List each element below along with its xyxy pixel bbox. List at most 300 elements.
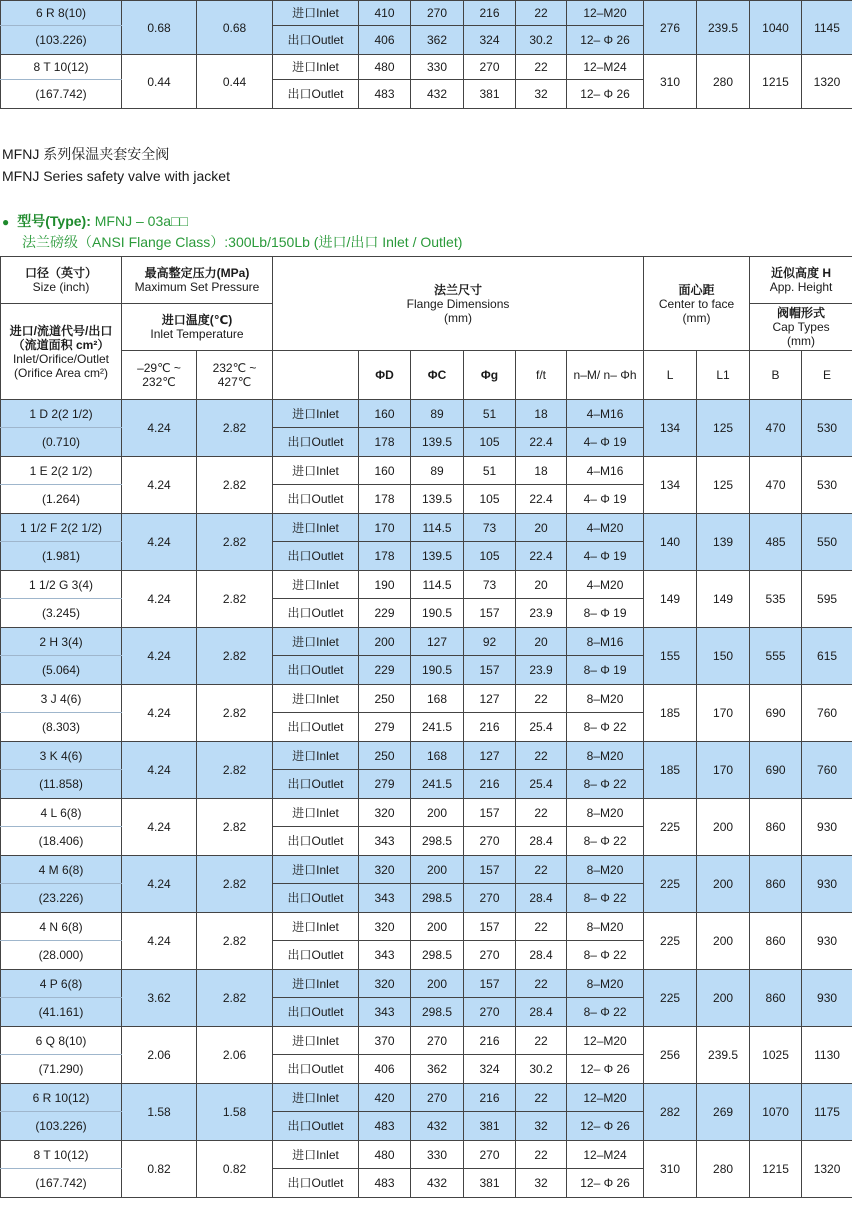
area-cell: (167.742) xyxy=(1,1169,122,1198)
outlet-value: 381 xyxy=(464,80,516,109)
outlet-value: 483 xyxy=(359,80,411,109)
center-to-face-L: 134 xyxy=(644,457,697,514)
height-E: 1320 xyxy=(802,55,852,109)
table-row xyxy=(1,457,852,485)
outlet-label: 出口Outlet xyxy=(273,827,359,856)
outlet-label: 出口Outlet xyxy=(273,1112,359,1141)
size-cell: 6 R 10(12) xyxy=(1,1084,122,1112)
center-to-face-L1: 269 xyxy=(697,1084,750,1141)
inlet-value: 216 xyxy=(464,1,516,26)
table-row xyxy=(1,400,852,428)
inlet-value: 114.5 xyxy=(411,514,464,542)
outlet-label: 出口Outlet xyxy=(273,485,359,514)
inlet-value: 12–M20 xyxy=(567,1027,644,1055)
height-E: 930 xyxy=(802,970,852,1027)
size-cell: 4 N 6(8) xyxy=(1,913,122,941)
height-E: 530 xyxy=(802,400,852,457)
outlet-value: 270 xyxy=(464,884,516,913)
outlet-value: 8– Φ 22 xyxy=(567,770,644,799)
height-B: 470 xyxy=(750,400,802,457)
pressure-high-cell: 2.82 xyxy=(197,628,273,685)
height-E: 595 xyxy=(802,571,852,628)
pressure-low-cell: 4.24 xyxy=(122,628,197,685)
outlet-label: 出口Outlet xyxy=(273,656,359,685)
pressure-low-cell: 4.24 xyxy=(122,457,197,514)
area-cell: (11.858) xyxy=(1,770,122,799)
height-B: 860 xyxy=(750,856,802,913)
inlet-value: 127 xyxy=(411,628,464,656)
header-size: 口径（英寸） Size (inch) xyxy=(1,257,122,304)
outlet-value: 178 xyxy=(359,542,411,571)
header-temp2: 232℃ ~ 427℃ xyxy=(197,351,273,400)
outlet-value: 28.4 xyxy=(516,998,567,1027)
inlet-value: 8–M20 xyxy=(567,742,644,770)
inlet-value: 4–M16 xyxy=(567,400,644,428)
table-row xyxy=(1,1,852,26)
outlet-value: 406 xyxy=(359,26,411,55)
inlet-value: 200 xyxy=(359,628,411,656)
center-to-face-L: 185 xyxy=(644,685,697,742)
table-row xyxy=(1,571,852,599)
pressure-low-cell: 0.82 xyxy=(122,1141,197,1198)
height-B: 860 xyxy=(750,970,802,1027)
inlet-label: 进口Inlet xyxy=(273,628,359,656)
inlet-label: 进口Inlet xyxy=(273,55,359,80)
pressure-high-cell: 1.58 xyxy=(197,1084,273,1141)
center-to-face-L: 276 xyxy=(644,1,697,55)
height-E: 1320 xyxy=(802,1141,852,1198)
outlet-value: 30.2 xyxy=(516,26,567,55)
size-cell: 4 L 6(8) xyxy=(1,799,122,827)
inlet-value: 22 xyxy=(516,799,567,827)
inlet-value: 216 xyxy=(464,1084,516,1112)
inlet-value: 73 xyxy=(464,514,516,542)
center-to-face-L: 282 xyxy=(644,1084,697,1141)
outlet-value: 139.5 xyxy=(411,428,464,457)
inlet-value: 8–M20 xyxy=(567,913,644,941)
outlet-value: 32 xyxy=(516,1169,567,1198)
height-B: 535 xyxy=(750,571,802,628)
outlet-value: 178 xyxy=(359,428,411,457)
center-to-face-L1: 149 xyxy=(697,571,750,628)
inlet-value: 51 xyxy=(464,457,516,485)
center-to-face-L1: 280 xyxy=(697,55,750,109)
outlet-value: 22.4 xyxy=(516,542,567,571)
type-line xyxy=(2,211,188,231)
inlet-value: 270 xyxy=(411,1084,464,1112)
outlet-value: 229 xyxy=(359,656,411,685)
header-height: 近似高度 H App. Height xyxy=(750,257,852,304)
outlet-value: 298.5 xyxy=(411,827,464,856)
center-to-face-L1: 150 xyxy=(697,628,750,685)
inlet-value: 22 xyxy=(516,55,567,80)
outlet-value: 12– Φ 26 xyxy=(567,1055,644,1084)
pressure-high-cell: 2.06 xyxy=(197,1027,273,1084)
header-orifice: 进口/流道代号/出口（流道面积 cm²） Inlet/Orifice/Outlet (Orifice Area cm²) xyxy=(1,304,122,400)
table-row xyxy=(1,856,852,884)
height-B: 470 xyxy=(750,457,802,514)
center-to-face-L1: 280 xyxy=(697,1141,750,1198)
inlet-value: 22 xyxy=(516,1141,567,1169)
pressure-high-cell: 2.82 xyxy=(197,913,273,970)
table-row xyxy=(1,685,852,713)
header-col-E: E xyxy=(802,351,852,400)
outlet-value: 298.5 xyxy=(411,998,464,1027)
header-col-B: B xyxy=(750,351,802,400)
area-cell: (41.161) xyxy=(1,998,122,1027)
height-E: 1175 xyxy=(802,1084,852,1141)
pressure-low-cell: 3.62 xyxy=(122,970,197,1027)
height-E: 930 xyxy=(802,799,852,856)
header-pressure: 最高整定压力(MPa) Maximum Set Pressure xyxy=(122,257,273,304)
pressure-high-cell: 2.82 xyxy=(197,400,273,457)
center-to-face-L1: 239.5 xyxy=(697,1027,750,1084)
area-cell: (103.226) xyxy=(1,1112,122,1141)
inlet-value: 320 xyxy=(359,970,411,998)
inlet-value: 170 xyxy=(359,514,411,542)
outlet-value: 12– Φ 26 xyxy=(567,80,644,109)
pressure-high-cell: 2.82 xyxy=(197,571,273,628)
inlet-value: 160 xyxy=(359,457,411,485)
inlet-value: 22 xyxy=(516,742,567,770)
inlet-value: 480 xyxy=(359,55,411,80)
center-to-face-L1: 170 xyxy=(697,685,750,742)
header-temperature: 进口温度(℃) Inlet Temperature xyxy=(122,304,273,351)
outlet-value: 406 xyxy=(359,1055,411,1084)
outlet-value: 12– Φ 26 xyxy=(567,26,644,55)
outlet-value: 381 xyxy=(464,1169,516,1198)
inlet-value: 114.5 xyxy=(411,571,464,599)
inlet-value: 20 xyxy=(516,628,567,656)
inlet-label: 进口Inlet xyxy=(273,514,359,542)
inlet-value: 8–M20 xyxy=(567,856,644,884)
inlet-value: 8–M20 xyxy=(567,685,644,713)
inlet-value: 89 xyxy=(411,457,464,485)
inlet-label: 进口Inlet xyxy=(273,799,359,827)
outlet-value: 28.4 xyxy=(516,827,567,856)
outlet-label: 出口Outlet xyxy=(273,1055,359,1084)
pressure-low-cell: 4.24 xyxy=(122,685,197,742)
height-B: 860 xyxy=(750,799,802,856)
header-col-ft: f/t xyxy=(516,351,567,400)
center-to-face-L: 225 xyxy=(644,799,697,856)
outlet-value: 190.5 xyxy=(411,599,464,628)
size-cell: 1 1/2 G 3(4) xyxy=(1,571,122,599)
height-B: 555 xyxy=(750,628,802,685)
area-cell: (103.226) xyxy=(1,26,122,55)
inlet-value: 250 xyxy=(359,742,411,770)
outlet-value: 12– Φ 26 xyxy=(567,1112,644,1141)
inlet-label: 进口Inlet xyxy=(273,400,359,428)
inlet-value: 370 xyxy=(359,1027,411,1055)
inlet-value: 480 xyxy=(359,1141,411,1169)
table-row xyxy=(1,1084,852,1112)
type-value: MFNJ – 03a□□ xyxy=(94,213,188,229)
area-cell: (167.742) xyxy=(1,80,122,109)
table-row xyxy=(1,970,852,998)
inlet-label: 进口Inlet xyxy=(273,685,359,713)
inlet-value: 12–M20 xyxy=(567,1084,644,1112)
inlet-value: 168 xyxy=(411,742,464,770)
area-cell: (1.981) xyxy=(1,542,122,571)
table-row xyxy=(1,742,852,770)
inlet-value: 420 xyxy=(359,1084,411,1112)
inlet-value: 22 xyxy=(516,856,567,884)
header-flange: 法兰尺寸 Flange Dimensions (mm) xyxy=(273,257,644,351)
outlet-value: 22.4 xyxy=(516,485,567,514)
outlet-label: 出口Outlet xyxy=(273,428,359,457)
header-col-L1: L1 xyxy=(697,351,750,400)
header-col-g: Φg xyxy=(464,351,516,400)
size-cell: 6 R 8(10) xyxy=(1,1,122,26)
center-to-face-L1: 200 xyxy=(697,970,750,1027)
size-cell: 1 D 2(2 1/2) xyxy=(1,400,122,428)
inlet-value: 320 xyxy=(359,913,411,941)
outlet-value: 23.9 xyxy=(516,599,567,628)
inlet-value: 168 xyxy=(411,685,464,713)
outlet-value: 432 xyxy=(411,80,464,109)
inlet-value: 73 xyxy=(464,571,516,599)
outlet-label: 出口Outlet xyxy=(273,1169,359,1198)
table-row xyxy=(1,628,852,656)
height-E: 930 xyxy=(802,856,852,913)
inlet-value: 157 xyxy=(464,913,516,941)
pressure-high-cell: 2.82 xyxy=(197,742,273,799)
size-cell: 1 E 2(2 1/2) xyxy=(1,457,122,485)
center-to-face-L: 256 xyxy=(644,1027,697,1084)
inlet-value: 4–M16 xyxy=(567,457,644,485)
inlet-value: 12–M24 xyxy=(567,55,644,80)
inlet-label: 进口Inlet xyxy=(273,1,359,26)
inlet-value: 270 xyxy=(411,1027,464,1055)
outlet-value: 381 xyxy=(464,1112,516,1141)
outlet-value: 25.4 xyxy=(516,770,567,799)
outlet-label: 出口Outlet xyxy=(273,713,359,742)
inlet-value: 270 xyxy=(411,1,464,26)
bullet-icon: ● xyxy=(2,215,10,229)
outlet-value: 483 xyxy=(359,1112,411,1141)
inlet-label: 进口Inlet xyxy=(273,457,359,485)
pressure-low-cell: 4.24 xyxy=(122,856,197,913)
center-to-face-L1: 200 xyxy=(697,913,750,970)
height-B: 1070 xyxy=(750,1084,802,1141)
area-cell: (3.245) xyxy=(1,599,122,628)
pressure-high-cell: 0.44 xyxy=(197,55,273,109)
pressure-low-cell: 4.24 xyxy=(122,913,197,970)
outlet-value: 4– Φ 19 xyxy=(567,428,644,457)
pressure-low-cell: 4.24 xyxy=(122,400,197,457)
center-to-face-L: 310 xyxy=(644,1141,697,1198)
outlet-value: 343 xyxy=(359,941,411,970)
table-row xyxy=(1,913,852,941)
outlet-label: 出口Outlet xyxy=(273,998,359,1027)
outlet-value: 216 xyxy=(464,713,516,742)
inlet-label: 进口Inlet xyxy=(273,1141,359,1169)
outlet-value: 32 xyxy=(516,80,567,109)
height-B: 690 xyxy=(750,742,802,799)
outlet-value: 178 xyxy=(359,485,411,514)
pressure-high-cell: 2.82 xyxy=(197,514,273,571)
outlet-label: 出口Outlet xyxy=(273,599,359,628)
height-B: 1040 xyxy=(750,1,802,55)
section-title-en: MFNJ Series safety valve with jacket xyxy=(2,168,230,184)
inlet-value: 157 xyxy=(464,799,516,827)
pressure-low-cell: 2.06 xyxy=(122,1027,197,1084)
outlet-value: 105 xyxy=(464,485,516,514)
height-E: 760 xyxy=(802,742,852,799)
height-E: 550 xyxy=(802,514,852,571)
outlet-value: 28.4 xyxy=(516,884,567,913)
size-cell: 8 T 10(12) xyxy=(1,55,122,80)
size-cell: 4 M 6(8) xyxy=(1,856,122,884)
header-io-blank xyxy=(273,351,359,400)
center-to-face-L: 225 xyxy=(644,856,697,913)
outlet-value: 8– Φ 22 xyxy=(567,827,644,856)
inlet-value: 330 xyxy=(411,55,464,80)
height-B: 1025 xyxy=(750,1027,802,1084)
pressure-high-cell: 0.68 xyxy=(197,1,273,55)
center-to-face-L1: 200 xyxy=(697,856,750,913)
inlet-value: 8–M16 xyxy=(567,628,644,656)
outlet-label: 出口Outlet xyxy=(273,941,359,970)
header-col-C: ΦC xyxy=(411,351,464,400)
type-label: 型号(Type): xyxy=(17,213,91,229)
center-to-face-L: 149 xyxy=(644,571,697,628)
outlet-value: 241.5 xyxy=(411,770,464,799)
inlet-value: 127 xyxy=(464,742,516,770)
outlet-value: 25.4 xyxy=(516,713,567,742)
outlet-value: 343 xyxy=(359,827,411,856)
inlet-value: 8–M20 xyxy=(567,970,644,998)
table-row xyxy=(1,1141,852,1169)
inlet-value: 270 xyxy=(464,1141,516,1169)
outlet-value: 12– Φ 26 xyxy=(567,1169,644,1198)
outlet-value: 105 xyxy=(464,542,516,571)
size-cell: 1 1/2 F 2(2 1/2) xyxy=(1,514,122,542)
inlet-value: 190 xyxy=(359,571,411,599)
outlet-value: 279 xyxy=(359,770,411,799)
header-col-nm: n–M/ n– Φh xyxy=(567,351,644,400)
pressure-high-cell: 0.82 xyxy=(197,1141,273,1198)
pressure-high-cell: 2.82 xyxy=(197,799,273,856)
inlet-value: 22 xyxy=(516,1084,567,1112)
area-cell: (0.710) xyxy=(1,428,122,457)
outlet-value: 22.4 xyxy=(516,428,567,457)
inlet-value: 92 xyxy=(464,628,516,656)
outlet-value: 362 xyxy=(411,1055,464,1084)
pressure-low-cell: 0.68 xyxy=(122,1,197,55)
outlet-value: 32 xyxy=(516,1112,567,1141)
inlet-value: 8–M20 xyxy=(567,799,644,827)
height-B: 690 xyxy=(750,685,802,742)
inlet-label: 进口Inlet xyxy=(273,742,359,770)
outlet-value: 8– Φ 19 xyxy=(567,599,644,628)
outlet-value: 432 xyxy=(411,1169,464,1198)
inlet-value: 216 xyxy=(464,1027,516,1055)
size-cell: 3 K 4(6) xyxy=(1,742,122,770)
area-cell: (28.000) xyxy=(1,941,122,970)
inlet-value: 270 xyxy=(464,55,516,80)
outlet-value: 8– Φ 22 xyxy=(567,941,644,970)
height-E: 930 xyxy=(802,913,852,970)
area-cell: (8.303) xyxy=(1,713,122,742)
section-title-cn: MFNJ 系列保温夹套安全阀 xyxy=(2,146,170,162)
height-B: 1215 xyxy=(750,55,802,109)
height-B: 485 xyxy=(750,514,802,571)
inlet-value: 320 xyxy=(359,856,411,884)
inlet-value: 22 xyxy=(516,1027,567,1055)
top-spec-table xyxy=(0,0,852,109)
inlet-value: 157 xyxy=(464,856,516,884)
inlet-value: 89 xyxy=(411,400,464,428)
center-to-face-L: 225 xyxy=(644,913,697,970)
center-to-face-L1: 200 xyxy=(697,799,750,856)
pressure-low-cell: 4.24 xyxy=(122,571,197,628)
outlet-value: 216 xyxy=(464,770,516,799)
outlet-value: 279 xyxy=(359,713,411,742)
inlet-value: 157 xyxy=(464,970,516,998)
inlet-value: 160 xyxy=(359,400,411,428)
outlet-value: 432 xyxy=(411,1112,464,1141)
inlet-value: 200 xyxy=(411,856,464,884)
inlet-value: 4–M20 xyxy=(567,571,644,599)
inlet-value: 22 xyxy=(516,685,567,713)
inlet-value: 12–M24 xyxy=(567,1141,644,1169)
inlet-label: 进口Inlet xyxy=(273,1084,359,1112)
outlet-value: 190.5 xyxy=(411,656,464,685)
outlet-value: 483 xyxy=(359,1169,411,1198)
size-cell: 6 Q 8(10) xyxy=(1,1027,122,1055)
inlet-value: 250 xyxy=(359,685,411,713)
outlet-value: 28.4 xyxy=(516,941,567,970)
inlet-value: 410 xyxy=(359,1,411,26)
inlet-value: 200 xyxy=(411,799,464,827)
inlet-value: 22 xyxy=(516,970,567,998)
area-cell: (18.406) xyxy=(1,827,122,856)
inlet-value: 320 xyxy=(359,799,411,827)
inlet-label: 进口Inlet xyxy=(273,970,359,998)
pressure-high-cell: 2.82 xyxy=(197,970,273,1027)
outlet-value: 343 xyxy=(359,998,411,1027)
inlet-value: 20 xyxy=(516,514,567,542)
outlet-value: 324 xyxy=(464,26,516,55)
inlet-label: 进口Inlet xyxy=(273,856,359,884)
center-to-face-L1: 139 xyxy=(697,514,750,571)
outlet-value: 298.5 xyxy=(411,941,464,970)
height-B: 860 xyxy=(750,913,802,970)
outlet-value: 270 xyxy=(464,827,516,856)
outlet-label: 出口Outlet xyxy=(273,884,359,913)
pressure-low-cell: 0.44 xyxy=(122,55,197,109)
inlet-value: 51 xyxy=(464,400,516,428)
outlet-value: 270 xyxy=(464,941,516,970)
pressure-low-cell: 4.24 xyxy=(122,799,197,856)
pressure-low-cell: 1.58 xyxy=(122,1084,197,1141)
outlet-value: 105 xyxy=(464,428,516,457)
inlet-value: 127 xyxy=(464,685,516,713)
area-cell: (71.290) xyxy=(1,1055,122,1084)
outlet-value: 30.2 xyxy=(516,1055,567,1084)
inlet-label: 进口Inlet xyxy=(273,571,359,599)
pressure-low-cell: 4.24 xyxy=(122,514,197,571)
header-temp1: –29℃ ~ 232℃ xyxy=(122,351,197,400)
pressure-high-cell: 2.82 xyxy=(197,457,273,514)
center-to-face-L: 185 xyxy=(644,742,697,799)
height-E: 760 xyxy=(802,685,852,742)
outlet-label: 出口Outlet xyxy=(273,542,359,571)
outlet-label: 出口Outlet xyxy=(273,80,359,109)
outlet-value: 139.5 xyxy=(411,485,464,514)
